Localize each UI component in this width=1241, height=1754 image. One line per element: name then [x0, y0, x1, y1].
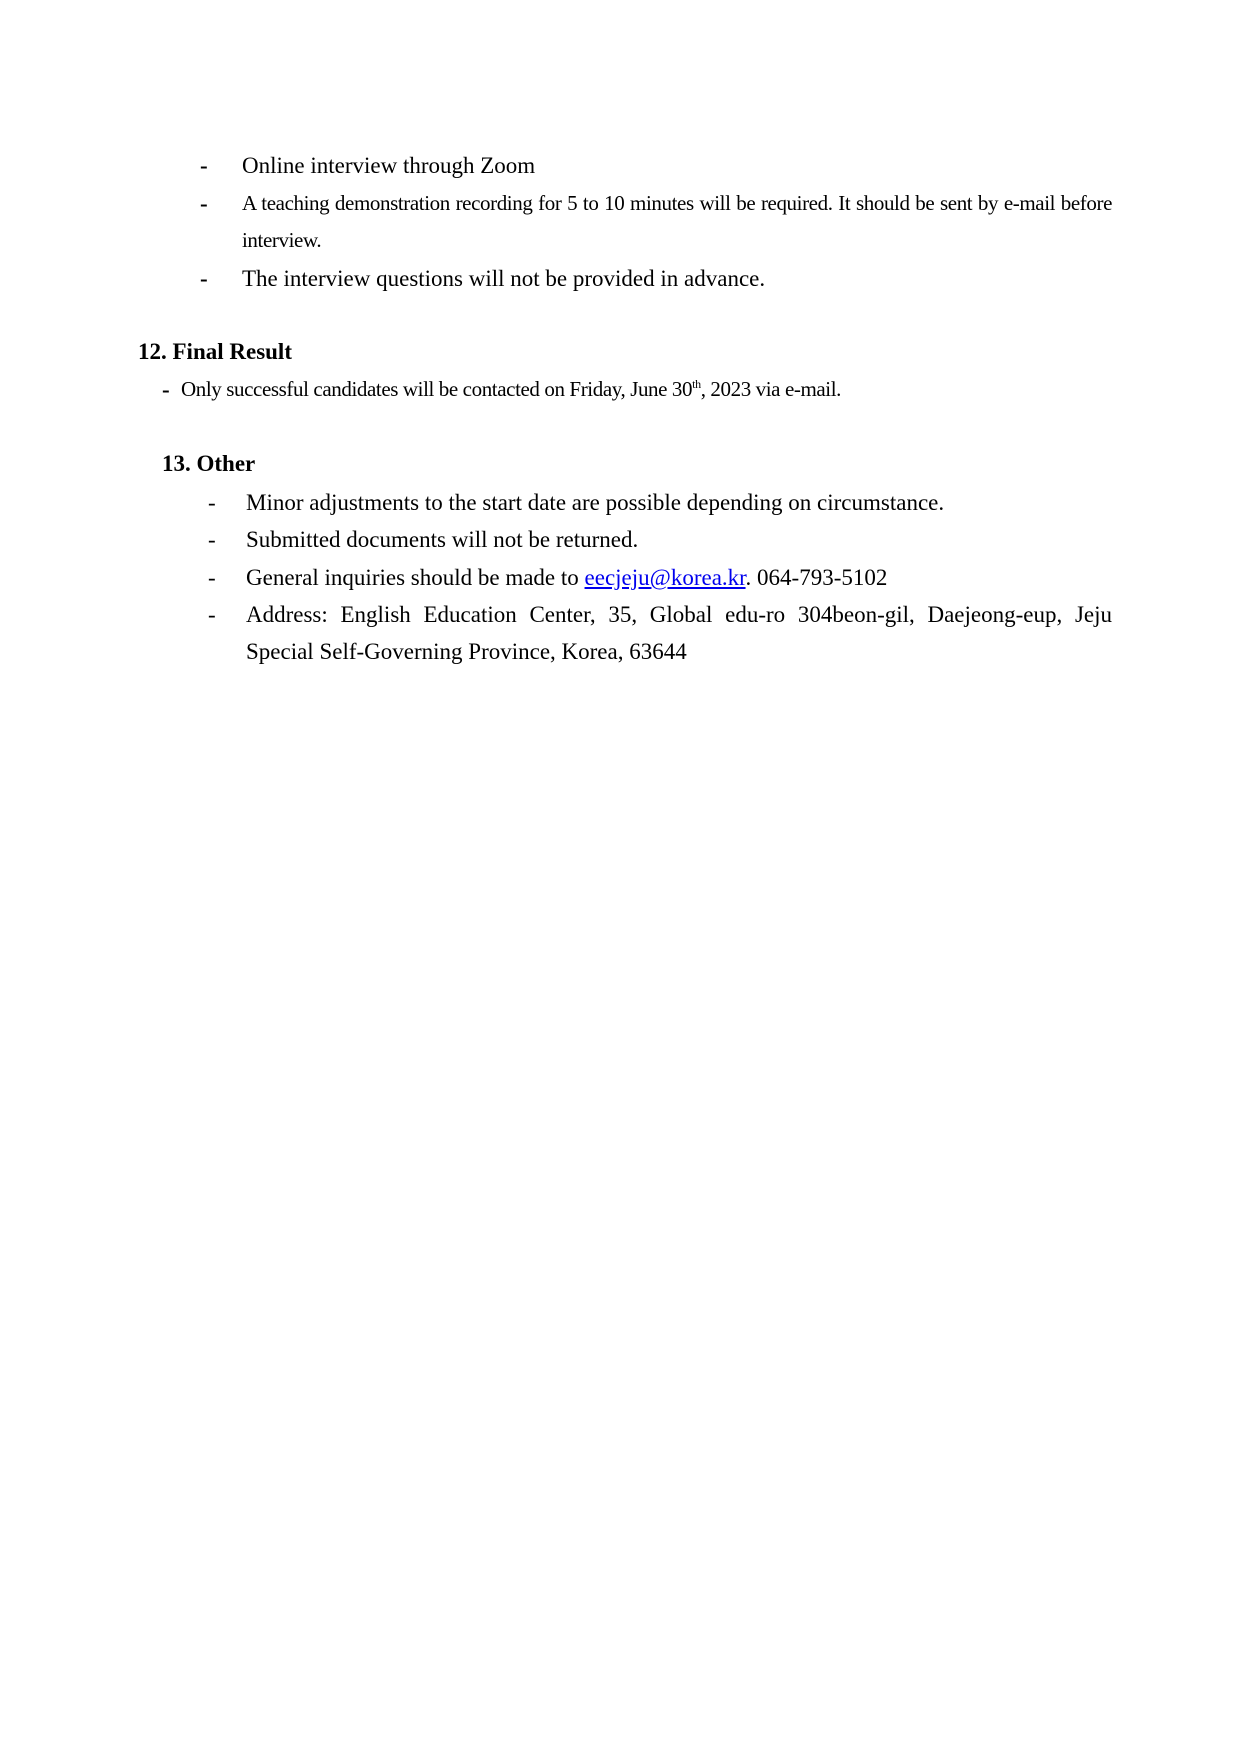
bullet-dash: - — [208, 527, 216, 552]
bullet-dash: - — [200, 266, 208, 291]
list-item — [208, 559, 1112, 596]
bullet-dash: - — [200, 153, 208, 178]
bullet-dash: - — [200, 191, 208, 216]
inquiry-prefix: General inquiries should be made to — [246, 565, 585, 590]
bullet-dash: - — [208, 490, 216, 515]
list-item-text: Submitted documents will not be returned. — [246, 527, 639, 552]
list-item-text: Online interview through Zoom — [242, 153, 536, 178]
final-result-line — [162, 371, 1112, 408]
list-item-text: The interview questions will not be provided in advance. — [242, 266, 766, 291]
inquiry-text — [246, 559, 1112, 596]
list-item-text: Minor adjustments to the start date are possible depending on circumstance. — [246, 490, 945, 515]
ordinal-suffix: th — [692, 377, 701, 391]
final-result-text — [181, 371, 841, 408]
list-item — [200, 147, 1112, 184]
list-item — [208, 521, 1112, 558]
list-item — [208, 484, 1112, 521]
section-heading-final-result: 12. Final Result — [138, 339, 292, 364]
inquiry-suffix: . 064-793-5102 — [745, 565, 888, 590]
email-link[interactable]: eecjeju@korea.kr — [584, 565, 746, 590]
list-item — [200, 185, 1112, 259]
list-item — [200, 260, 1112, 297]
final-result-text-after: , 2023 via e-mail. — [700, 377, 842, 401]
address-text: Address: English Education Center, 35, Global edu-ro 304beon-gil, Daejeong-eup, Jeju Special Self-Governing Province, Korea, 63644 — [246, 602, 1112, 664]
list-item — [208, 596, 1112, 670]
final-result-text-before: Only successful candidates will be contacted on Friday, June 30 — [181, 377, 693, 401]
bullet-dash: - — [208, 602, 216, 627]
bullet-dash: - — [162, 377, 170, 402]
bullet-dash: - — [208, 565, 216, 590]
list-item-text: A teaching demonstration recording for 5 to 10 minutes will be required. It should be sent by e-mail before interview. — [242, 191, 1112, 252]
section-heading-other: 13. Other — [162, 451, 256, 476]
